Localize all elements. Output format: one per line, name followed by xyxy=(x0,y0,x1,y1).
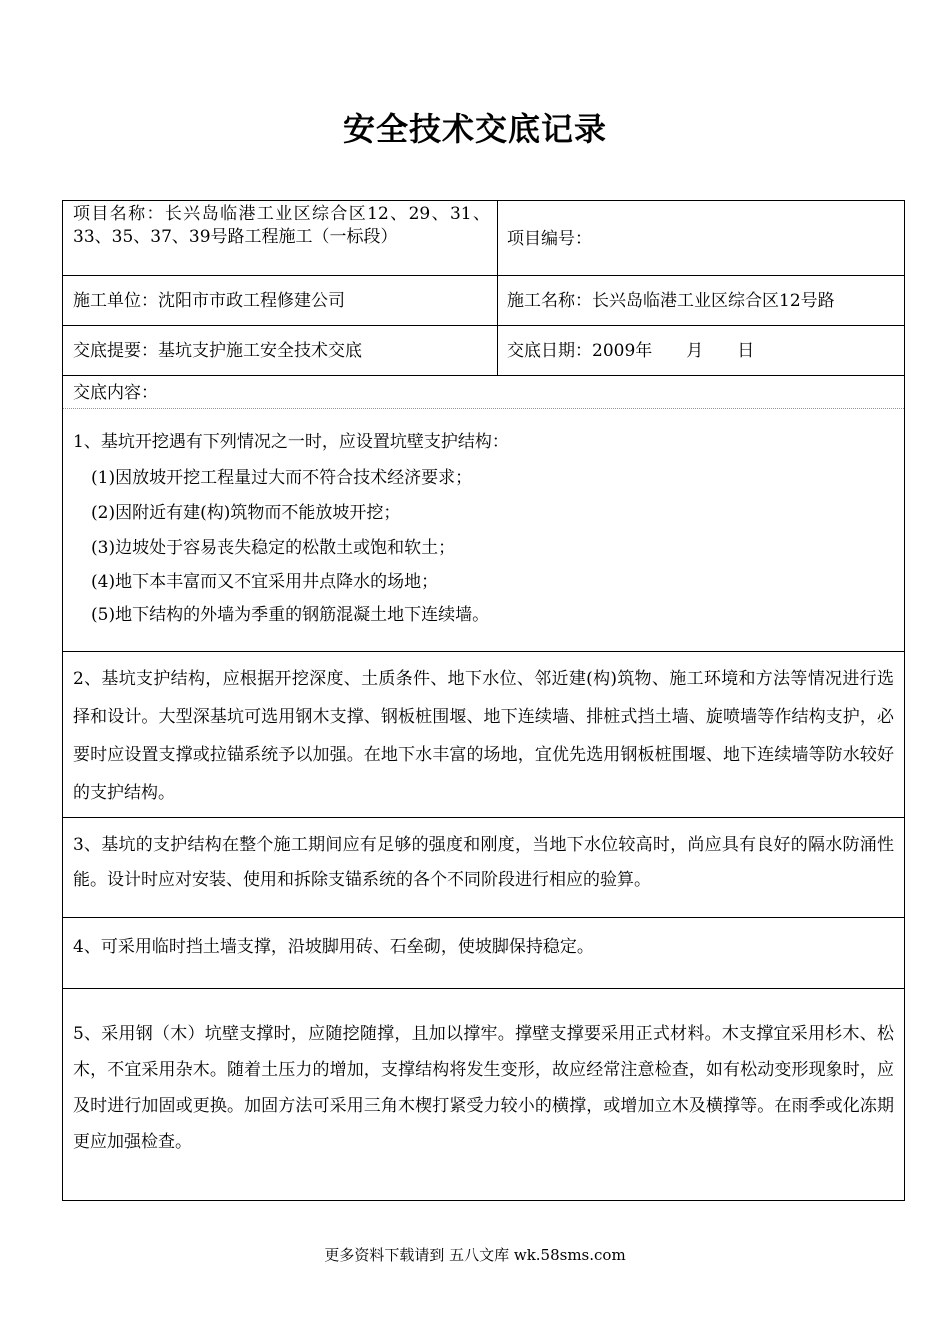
construction-name: 施工名称：长兴岛临港工业区综合区12号路 xyxy=(507,291,835,311)
content-label: 交底内容： xyxy=(73,383,158,403)
content-divider xyxy=(63,408,904,409)
list-item: (3)边坡处于容易丧失稳定的松散土或饱和软土； xyxy=(91,538,456,558)
section-1-lead: 1、基坑开挖遇有下列情况之一时，应设置坑壁支护结构： xyxy=(73,432,509,452)
footer-text: 更多资料下载请到 五八文库 wk.58sms.com xyxy=(324,1246,626,1264)
row-divider xyxy=(63,817,904,818)
row-divider xyxy=(63,375,904,376)
section-4-text: 4、可采用临时挡土墙支撑，沿坡脚用砖、石垒砌，使坡脚保持稳定。 xyxy=(73,937,594,957)
construction-unit: 施工单位：沈阳市市政工程修建公司 xyxy=(73,291,345,311)
disclosure-date: 交底日期：2009年 月 日 xyxy=(507,341,755,361)
list-item: (2)因附近有建(构)筑物而不能放坡开挖； xyxy=(91,503,401,523)
document-title: 安全技术交底记录 xyxy=(342,110,607,148)
list-item: (5)地下结构的外墙为季重的钢筋混凝土地下连续墙。 xyxy=(91,605,490,625)
row-divider xyxy=(63,325,904,326)
disclosure-table xyxy=(62,200,905,1201)
list-item: (1)因放坡开挖工程量过大而不符合技术经济要求； xyxy=(91,468,473,488)
project-number-label: 项目编号： xyxy=(507,229,592,249)
project-name: 项目名称：长兴岛临港工业区综合区12、29、31、33、35、37、39号路工程施工（一标段） xyxy=(73,204,490,247)
row-divider xyxy=(63,275,904,276)
section-5-text: 5、采用钢（木）坑壁支撑时，应随挖随撑，且加以撑牢。撑壁支撑要采用正式材料。木支撑宜采用杉木、松木，不宜采用杂木。随着土压力的增加，支撑结构将发生变形，故应经常注意检查，如有松动变形现象时，应及时进行加固或更换。加固方法可采用三角木楔打紧受力较小的横撑，或增加立木及横撑等。在雨季或化冻期更应加强检查。 xyxy=(73,1024,894,1152)
list-item: (4)地下本丰富而又不宜采用井点降水的场地； xyxy=(91,572,439,592)
row-divider xyxy=(63,651,904,652)
section-3-text: 3、基坑的支护结构在整个施工期间应有足够的强度和刚度，当地下水位较高时，尚应具有良好的隔水防涌性能。设计时应对安装、使用和拆除支锚系统的各个不同阶段进行相应的验算。 xyxy=(73,835,894,890)
column-divider xyxy=(497,201,498,375)
row-divider xyxy=(63,917,904,918)
disclosure-summary: 交底提要：基坑支护施工安全技术交底 xyxy=(73,341,362,361)
row-divider xyxy=(63,988,904,989)
section-2-text: 2、基坑支护结构，应根据开挖深度、土质条件、地下水位、邻近建(构)筑物、施工环境和方法等情况进行选择和设计。大型深基坑可选用钢木支撑、钢板桩围堰、地下连续墙、排桩式挡土墙、旋喷墙等作结构支护，必要时应设置支撑或拉锚系统予以加强。在地下水丰富的场地，宜优先选用钢板桩围堰、地下连续墙等防水较好的支护结构。 xyxy=(73,669,894,803)
